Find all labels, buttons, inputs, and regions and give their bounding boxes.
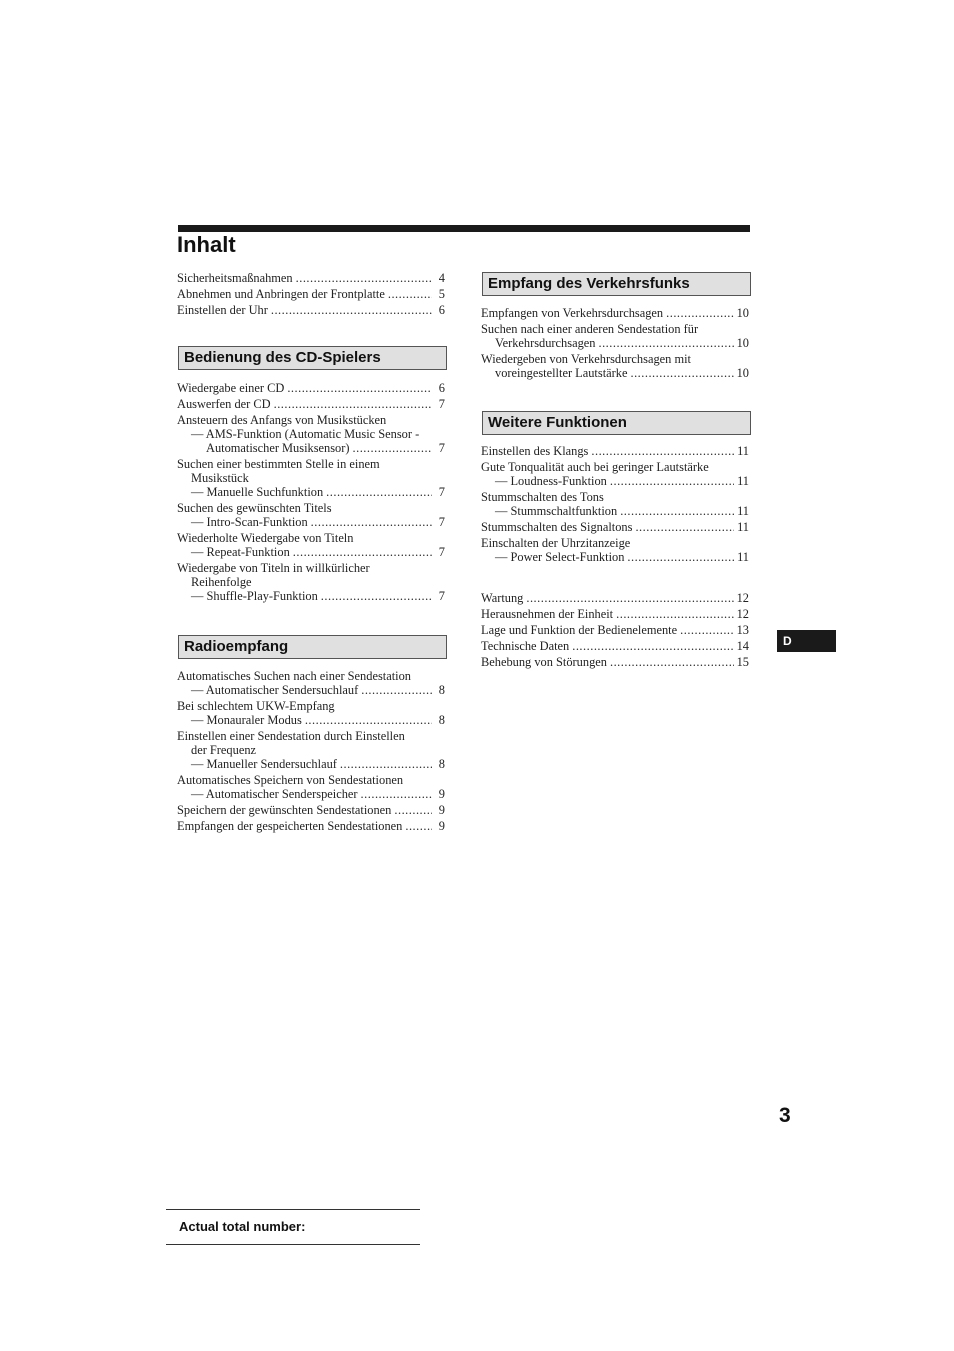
toc-traffic (481, 306, 749, 382)
toc-line (481, 336, 749, 350)
toc-line (481, 591, 749, 605)
toc-leader-dots (326, 485, 432, 499)
toc-entry-text: der Frequenz (191, 743, 257, 757)
toc-entry-text: Empfangen der gespeicherten Sendestationen (177, 819, 403, 833)
toc-page-number: 7 (438, 441, 445, 455)
toc-line (177, 471, 445, 485)
toc-entry (481, 520, 749, 534)
toc-page-number: 15 (736, 655, 749, 669)
toc-entry-text: Wiederholte Wiedergabe von Titeln (177, 531, 354, 545)
toc-line (177, 819, 445, 833)
toc-leader-dots (361, 683, 432, 697)
toc-entry (177, 803, 445, 817)
title-rule (178, 225, 750, 232)
toc-entry-text: — Manuelle Suchfunktion (191, 485, 324, 499)
toc-page-number: 11 (737, 520, 749, 534)
toc-page-number: 7 (438, 515, 445, 529)
toc-leader-dots (630, 366, 733, 380)
toc-line (481, 322, 749, 336)
page-number: 3 (779, 1104, 791, 1127)
toc-entry-text: Musikstück (191, 471, 249, 485)
toc-line (177, 773, 445, 787)
toc-line (177, 757, 445, 771)
toc-line (177, 303, 445, 317)
toc-entry-text: — Stummschaltfunktion (495, 504, 618, 518)
toc-entry-text: Einstellen einer Sendestation durch Einstellen (177, 729, 405, 743)
toc-line (177, 485, 445, 499)
toc-line (481, 550, 749, 564)
toc-entry-text: Automatischer Musiksensor) (206, 441, 350, 455)
toc-entry-text: Automatisches Suchen nach einer Sendestation (177, 669, 411, 683)
toc-leader-dots (627, 550, 734, 564)
toc-leader-dots (610, 655, 734, 669)
toc-entry-text: Sicherheitsmaßnahmen (177, 271, 293, 285)
toc-entry-text: — Manueller Sendersuchlauf (191, 757, 337, 771)
toc-entry (177, 699, 445, 727)
toc-line (177, 413, 445, 427)
toc-entry-text: — Shuffle-Play-Funktion (191, 589, 318, 603)
toc-entry-text: — Automatischer Senderspeicher (191, 787, 358, 801)
toc-entry-text: voreingestellter Lautstärke (495, 366, 628, 380)
toc-line (177, 743, 445, 757)
section-traffic (482, 272, 750, 296)
toc-entry-text: Herausnehmen der Einheit (481, 607, 614, 621)
toc-entry-text: Empfangen von Verkehrsdurchsagen (481, 306, 664, 320)
toc-line (177, 699, 445, 713)
toc-page-number: 7 (438, 397, 445, 411)
toc-page-number: 8 (438, 713, 445, 727)
toc-entry (177, 457, 445, 499)
toc-line (481, 520, 749, 534)
toc-line (481, 504, 749, 518)
toc-line (177, 713, 445, 727)
toc-entry-text: — AMS-Funktion (Automatic Music Sensor - (191, 427, 420, 441)
toc-line (481, 623, 749, 637)
toc-entry-text: — Automatischer Sendersuchlauf (191, 683, 359, 697)
toc-page-number: 8 (438, 757, 445, 771)
toc-entry-text: — Repeat-Funktion (191, 545, 290, 559)
toc-entry (177, 303, 445, 317)
toc-page-number: 4 (438, 271, 445, 285)
toc-entry (481, 607, 749, 621)
toc-page-number: 14 (736, 639, 749, 653)
footer-label: Actual total number: (179, 1219, 306, 1234)
toc-entry-text: Stummschalten des Tons (481, 490, 604, 504)
toc-entry-text: Stummschalten des Signaltons (481, 520, 633, 534)
toc-leader-dots (666, 306, 733, 320)
toc-leader-dots (405, 819, 432, 833)
section-heading-cd: Bedienung des CD-Spielers (178, 346, 447, 370)
toc-leader-dots (635, 520, 734, 534)
toc-leader-dots (680, 623, 733, 637)
toc-entry-text: Einstellen der Uhr (177, 303, 268, 317)
toc-other (481, 444, 749, 566)
toc-page-number: 6 (438, 303, 445, 317)
toc-entry-text: Reihenfolge (191, 575, 252, 589)
toc-entry (177, 271, 445, 285)
toc-page-number: 12 (736, 607, 749, 621)
toc-entry-text: Automatisches Speichern von Sendestationen (177, 773, 404, 787)
toc-leader-dots (361, 787, 432, 801)
toc-entry (481, 639, 749, 653)
toc-entry-text: Wiedergabe von Titeln in willkürlicher (177, 561, 370, 575)
toc-page-number: 13 (736, 623, 749, 637)
toc-line (481, 655, 749, 669)
toc-leader-dots (274, 397, 432, 411)
toc-entry-text: Wiedergabe einer CD (177, 381, 285, 395)
toc-entry (481, 460, 749, 488)
toc-entry-text: Wiedergeben von Verkehrsdurchsagen mit (481, 352, 691, 366)
toc-entry (177, 287, 445, 301)
toc-page-number: 11 (737, 474, 749, 488)
toc-line (177, 287, 445, 301)
toc-line (481, 474, 749, 488)
toc-entry (481, 490, 749, 518)
toc-leader-dots (610, 474, 734, 488)
toc-entry (481, 623, 749, 637)
toc-line (177, 427, 445, 441)
toc-line (177, 531, 445, 545)
toc-page-number: 9 (438, 787, 445, 801)
toc-leader-dots (598, 336, 733, 350)
toc-entry (177, 381, 445, 395)
toc-page-number: 10 (736, 306, 749, 320)
toc-line (177, 683, 445, 697)
toc-line (177, 381, 445, 395)
toc-leader-dots (311, 515, 432, 529)
toc-entry-text: Suchen einer bestimmten Stelle in einem (177, 457, 380, 471)
toc-leader-dots (394, 803, 432, 817)
toc-leader-dots (340, 757, 432, 771)
toc-entry (177, 397, 445, 411)
toc-leader-dots (388, 287, 432, 301)
toc-line (177, 397, 445, 411)
toc-entry-text: — Intro-Scan-Funktion (191, 515, 308, 529)
toc-line (481, 607, 749, 621)
toc-leader-dots (353, 441, 432, 455)
toc-entry-text: Auswerfen der CD (177, 397, 271, 411)
toc-page-number: 11 (737, 444, 749, 458)
toc-entry-text: Speichern der gewünschten Sendestationen (177, 803, 392, 817)
toc-line (481, 352, 749, 366)
toc-page-number: 11 (737, 550, 749, 564)
language-tab: D (777, 630, 836, 652)
toc-entry-text: Verkehrsdurchsagen (495, 336, 596, 350)
toc-page-number: 11 (737, 504, 749, 518)
toc-line (177, 561, 445, 575)
toc-entry-text: Technische Daten (481, 639, 570, 653)
toc-line (481, 460, 749, 474)
toc-entry (177, 561, 445, 603)
toc-page-number: 7 (438, 589, 445, 603)
toc-page-number: 8 (438, 683, 445, 697)
toc-entry-text: — Monauraler Modus (191, 713, 302, 727)
toc-entry-text: Suchen nach einer anderen Sendestation für (481, 322, 699, 336)
toc-cd (177, 381, 445, 605)
section-heading-other: Weitere Funktionen (482, 411, 751, 435)
toc-page-number: 9 (438, 803, 445, 817)
toc-line (177, 501, 445, 515)
toc-entry-text: Lage und Funktion der Bedienelemente (481, 623, 678, 637)
toc-radio (177, 669, 445, 835)
toc-entry-text: — Loudness-Funktion (495, 474, 607, 488)
toc-leader-dots (287, 381, 432, 395)
toc-entry-text: Bei schlechtem UKW-Empfang (177, 699, 335, 713)
toc-line (481, 306, 749, 320)
toc-line (481, 444, 749, 458)
toc-entry (481, 444, 749, 458)
toc-entry-text: Gute Tonqualität auch bei geringer Lautstärke (481, 460, 709, 474)
toc-page-number: 7 (438, 545, 445, 559)
toc-line (481, 366, 749, 380)
toc-leader-dots (620, 504, 734, 518)
toc-entry-text: Ansteuern des Anfangs von Musikstücken (177, 413, 387, 427)
toc-leader-dots (293, 545, 432, 559)
toc-entry-text: Wartung (481, 591, 524, 605)
toc-line (481, 490, 749, 504)
toc-leader-dots (296, 271, 432, 285)
section-radio (178, 635, 446, 659)
toc-line (177, 803, 445, 817)
toc-entry-text: Behebung von Störungen (481, 655, 607, 669)
toc-entry (481, 322, 749, 350)
toc-entry (177, 531, 445, 559)
toc-line (177, 271, 445, 285)
toc-leader-dots (271, 303, 432, 317)
toc-entry-text: Suchen des gewünschten Titels (177, 501, 332, 515)
toc-line (177, 589, 445, 603)
page-title: Inhalt (177, 232, 236, 257)
toc-entry (177, 669, 445, 697)
footer-count-box (166, 1209, 420, 1245)
toc-line (177, 787, 445, 801)
toc-page-number: 5 (438, 287, 445, 301)
toc-page-number: 6 (438, 381, 445, 395)
toc-page-number: 10 (736, 366, 749, 380)
toc-entry (481, 655, 749, 669)
toc-line (177, 575, 445, 589)
toc-entry (177, 501, 445, 529)
toc-page-number: 12 (736, 591, 749, 605)
toc-entry (481, 536, 749, 564)
toc-entry (177, 773, 445, 801)
toc-leader-dots (305, 713, 432, 727)
toc-entry (177, 413, 445, 455)
toc-line (177, 729, 445, 743)
toc-line (177, 457, 445, 471)
toc-entry (177, 729, 445, 771)
toc-entry (177, 819, 445, 833)
toc-entry-text: Einschalten der Uhrzitanzeige (481, 536, 631, 550)
toc-line (177, 669, 445, 683)
toc-line (481, 536, 749, 550)
toc-leader-dots (616, 607, 733, 621)
toc-page-number: 10 (736, 336, 749, 350)
toc-line (177, 515, 445, 529)
section-other (482, 411, 750, 435)
toc-leader-dots (591, 444, 734, 458)
toc-entry-text: — Power Select-Funktion (495, 550, 625, 564)
toc-line (481, 639, 749, 653)
toc-page-number: 9 (438, 819, 445, 833)
toc-line (177, 545, 445, 559)
toc-leader-dots (321, 589, 432, 603)
toc-leader-dots (572, 639, 733, 653)
toc-line (177, 441, 445, 455)
section-heading-radio: Radioempfang (178, 635, 447, 659)
toc-leader-dots (526, 591, 733, 605)
section-cd (178, 346, 446, 370)
toc-page-number: 7 (438, 485, 445, 499)
toc-entry (481, 352, 749, 380)
toc-left-intro (177, 271, 445, 319)
toc-entry-text: Abnehmen und Anbringen der Frontplatte (177, 287, 385, 301)
toc-entry (481, 591, 749, 605)
toc-entry (481, 306, 749, 320)
toc-entry-text: Einstellen des Klangs (481, 444, 589, 458)
toc-misc (481, 591, 749, 671)
section-heading-traffic: Empfang des Verkehrsfunks (482, 272, 751, 296)
